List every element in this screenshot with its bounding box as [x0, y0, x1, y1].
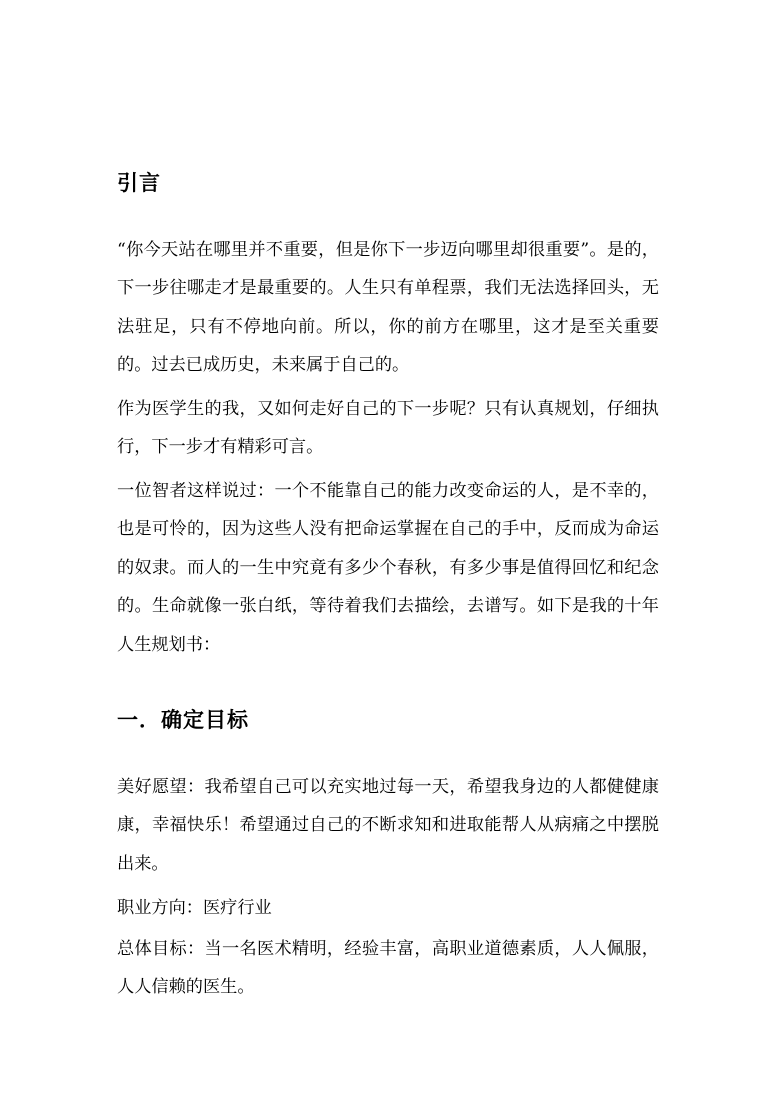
paragraph-overall-goal: 总体目标：当一名医术精明，经验丰富，高职业道德素质，人人佩服，人人信赖的医生。: [117, 939, 659, 998]
paragraph-wise-man: 一位智者这样说过：一个不能靠自己的能力改变命运的人，是不幸的，也是可怜的，因为这些人没有把命运掌握在自己的手中，反而成为命运的奴隶。而人的一生中究竟有多少个春秋，有多少事是值得回忆和纪念的。生命就像一张白纸，等待着我们去描绘，去谱写。如下是我的十年人生规划书：: [117, 481, 659, 655]
paragraph-quote: “你今天站在哪里并不重要，但是你下一步迈向哪里却很重要”。是的，下一步往哪走才是最重要的。人生只有单程票，我们无法选择回头，无法驻足，只有不停地向前。所以，你的前方在哪里，这才是至关重要的。过去已成历史，未来属于自己的。: [117, 240, 659, 376]
paragraph-wishes: 美好愿望：我希望自己可以充实地过每一天，希望我身边的人都健健康康，幸福快乐！希望通过自己的不断求知和进取能帮人从病痛之中摆脱出来。: [117, 777, 659, 874]
paragraph-medical-student: 作为医学生的我，又如何走好自己的下一步呢？只有认真规划，仔细执行，下一步才有精彩可言。: [117, 399, 659, 458]
paragraph-career-direction: 职业方向：医疗行业: [117, 898, 272, 918]
section-heading-goals: 一．确定目标: [117, 707, 249, 732]
section-heading-introduction: 引言: [117, 170, 161, 195]
